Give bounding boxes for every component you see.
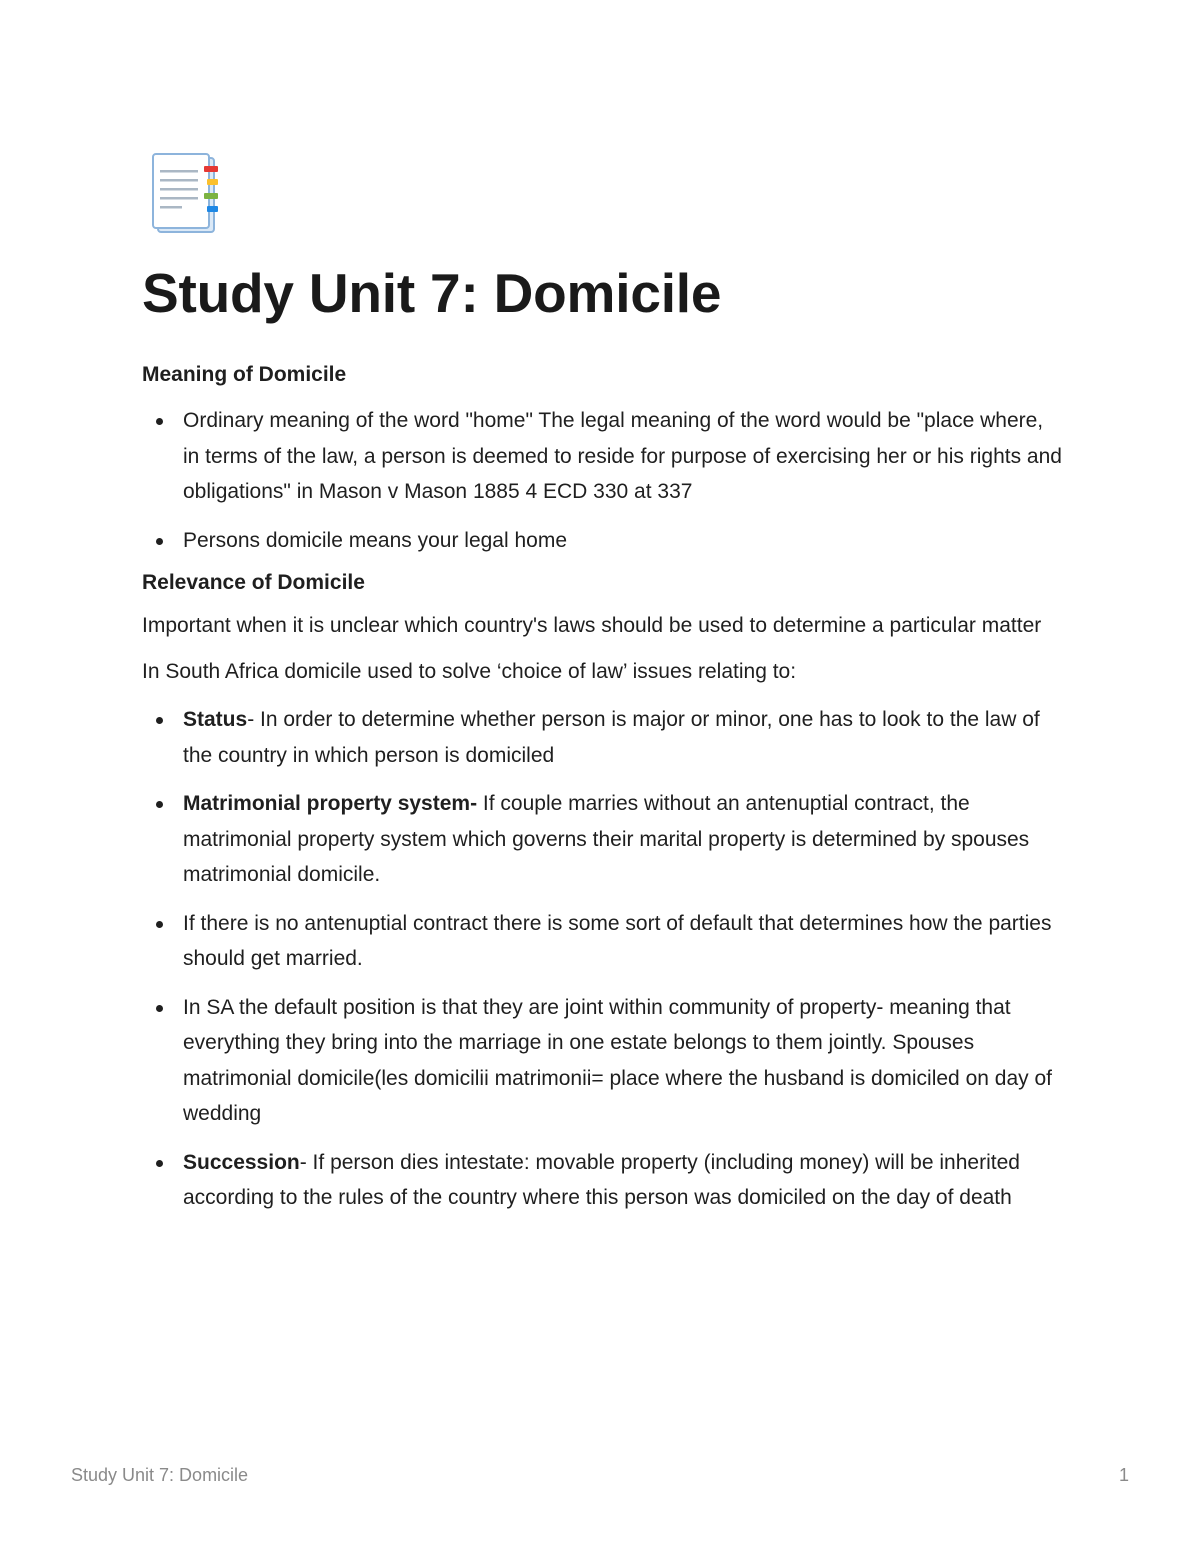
- page-title: Study Unit 7: Domicile: [142, 262, 722, 324]
- bold-term: Succession: [183, 1150, 300, 1174]
- item-text: In SA the default position is that they are joint within community of property- meaning that everything they bring into the marriage in one estate belongs to them jointly. Spouses matrimonial domicile(les domicilii matrimonii= place where the husband is domiciled on day of wedding: [183, 995, 1052, 1125]
- bold-term: Matrimonial property system-: [183, 792, 478, 815]
- list-item: [142, 990, 1062, 1132]
- list-item: Ordinary meaning of the word "home" The legal meaning of the word would be "place where, in terms of the law, a person is deemed to reside for purpose of exercising her or his rights and obligations" in Mason v Mason 1885 4 ECD 330 at 337: [142, 403, 1062, 510]
- page-content: [142, 152, 1062, 1216]
- section-heading-relevance: Relevance of Domicile: [142, 571, 365, 594]
- paragraph: Important when it is unclear which country's laws should be used to determine a particular matter: [142, 614, 1042, 637]
- relevance-bullet-list: [142, 702, 1062, 1216]
- notebook-with-tabs-icon: [148, 152, 228, 236]
- paragraph: In South Africa domicile used to solve ‘choice of law’ issues relating to:: [142, 659, 797, 683]
- list-item: Persons domicile means your legal home: [142, 523, 1062, 559]
- bold-term: Status: [183, 708, 248, 731]
- section-heading-meaning: Meaning of Domicile: [142, 363, 347, 386]
- meaning-bullet-list: [142, 403, 1062, 558]
- footer-title: Study Unit 7: Domicile: [71, 1465, 249, 1485]
- item-text: - In order to determine whether person is major or minor, one has to look to the law of the country in which person is domiciled: [183, 708, 1040, 767]
- item-text: If there is no antenuptial contract there is some sort of default that determines how the parties should get married.: [183, 911, 1052, 970]
- item-text: - If person dies intestate: movable property (including money) will be inherited according to the rules of the country where this person was domiciled on the day of death: [183, 1150, 1020, 1209]
- list-item: [142, 1145, 1062, 1216]
- footer-page-number: 1: [1118, 1465, 1129, 1485]
- list-item: [142, 786, 1062, 893]
- list-item: [142, 906, 1062, 977]
- item-text: If couple marries without an antenuptial contract, the matrimonial property system which governs their marital property is determined by spouses matrimonial domicile.: [183, 792, 1030, 886]
- list-item: [142, 702, 1062, 773]
